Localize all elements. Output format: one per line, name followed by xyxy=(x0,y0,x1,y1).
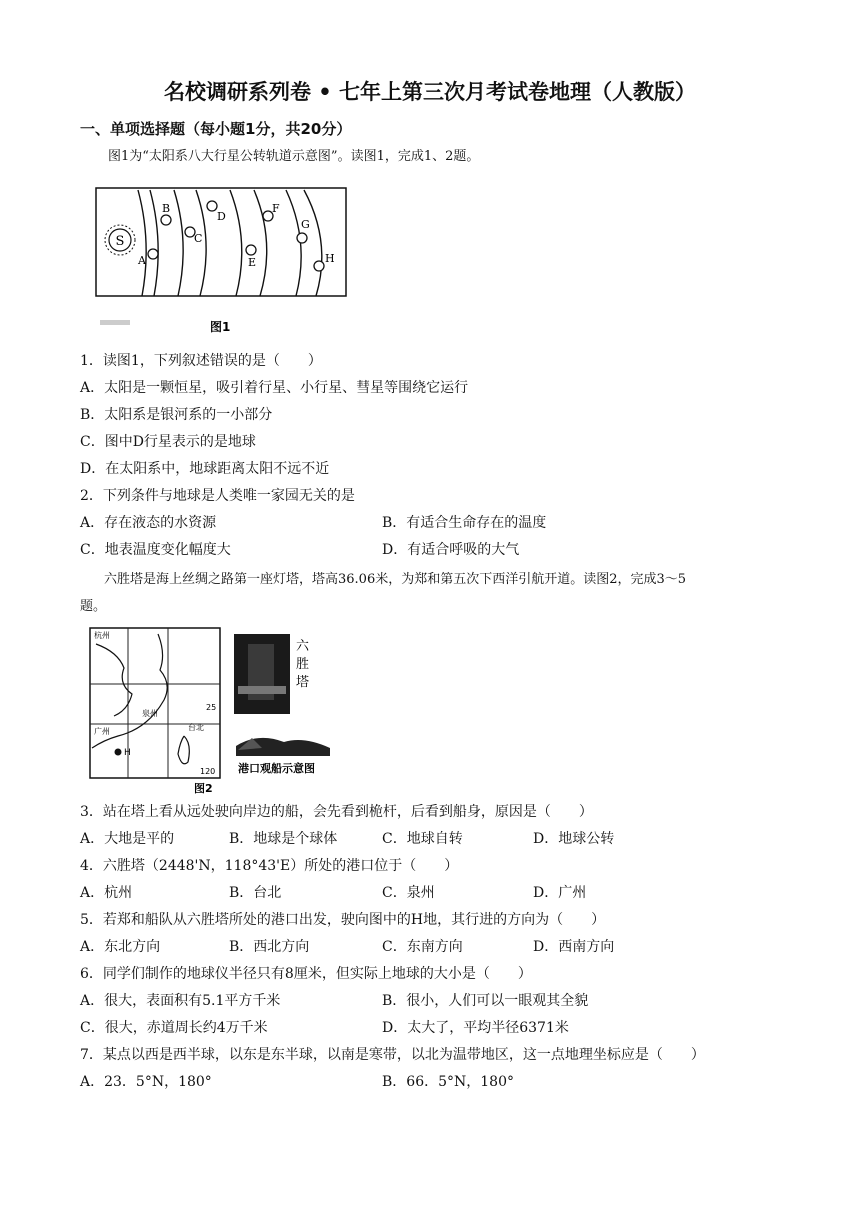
question-1-option-c: C．图中D行星表示的是地球 xyxy=(80,434,256,450)
figure2-map xyxy=(88,624,338,796)
question-1-option-b: B．太阳系是银河系的一小部分 xyxy=(80,407,273,423)
figure1-orbit-diagram xyxy=(90,180,360,340)
question-5-option-b: B．西北方向 xyxy=(229,939,310,955)
question-5-option-d: D．西南方向 xyxy=(533,939,615,955)
map-label-120: 120 xyxy=(200,767,216,776)
question-4-stem: 4．六胜塔（2448'N，118°43'E）所处的港口位于（ ） xyxy=(80,858,459,874)
question-3-option-a: A．大地是平的 xyxy=(80,831,175,847)
question-4-option-d: D．广州 xyxy=(533,885,587,901)
question-7-stem: 7．某点以西是西半球，以东是东半球，以南是寒带，以北为温带地区，这一点地理坐标应是（ ） xyxy=(80,1047,705,1063)
question-2-option-c: C．地表温度变化幅度大 xyxy=(80,542,231,558)
figure1-caption: 图1 xyxy=(210,320,231,334)
question-5-option-c: C．东南方向 xyxy=(382,939,463,955)
tower-label-char-1: 六 xyxy=(296,639,310,654)
question-2-option-b: B．有适合生命存在的温度 xyxy=(382,515,547,531)
planet-label-f: F xyxy=(272,202,280,215)
question-7-option-b: B．66．5°N，180° xyxy=(382,1074,514,1090)
planet-label-e: E xyxy=(248,256,257,269)
question-3-option-c: C．地球自转 xyxy=(382,831,463,847)
tower-label xyxy=(296,639,310,690)
point-h-marker xyxy=(115,749,122,756)
question-4-option-c: C．泉州 xyxy=(382,885,435,901)
planet-label-h: H xyxy=(325,252,335,265)
question-3-option-b: B．地球是个球体 xyxy=(229,831,338,847)
question-6-stem: 6．同学们制作的地球仪半径只有8厘米，但实际上地球的大小是（ ） xyxy=(80,966,532,982)
planet-label-a: A xyxy=(138,254,146,267)
map-label-taibei: 台北 xyxy=(188,723,204,732)
planet-label-c: C xyxy=(194,232,203,245)
map-label-25: 25 xyxy=(206,703,217,712)
harbor-sketch xyxy=(236,738,330,756)
question-1-option-a: A．太阳是一颗恒星，吸引着行星、小行星、彗星等围绕它运行 xyxy=(80,380,469,396)
map-label-hangzhou: 杭州 xyxy=(94,631,110,640)
question-4-option-b: B．台北 xyxy=(229,885,282,901)
question-2-option-d: D．有适合呼吸的大气 xyxy=(382,542,520,558)
map-label-h: H xyxy=(124,748,131,758)
question-6-option-a: A．很大，表面积有5.1平方千米 xyxy=(80,993,281,1009)
planet-markers xyxy=(148,201,324,271)
tower-photo xyxy=(234,634,290,714)
question-4-option-a: A．杭州 xyxy=(80,885,133,901)
intro-figure2-line2: 题。 xyxy=(80,599,107,614)
intro-figure1: 图1为“太阳系八大行星公转轨道示意图”。读图1，完成1、2题。 xyxy=(108,149,480,164)
question-6-option-c: C．很大，赤道周长约4万千米 xyxy=(80,1020,268,1036)
intro-figure2-line1: 六胜塔是海上丝绸之路第一座灯塔，塔高36.06米，为郑和第五次下西洋引航开道。读图2，完成3～5 xyxy=(104,572,687,587)
question-2-stem: 2．下列条件与地球是人类唯一家园无关的是 xyxy=(80,488,355,504)
question-5-stem: 5．若郑和船队从六胜塔所处的港口出发，驶向图中的H地，其行进的方向为（ ） xyxy=(80,912,606,928)
question-1-option-d: D．在太阳系中，地球距离太阳不远不近 xyxy=(80,461,330,477)
question-5-option-a: A．东北方向 xyxy=(80,939,161,955)
figure2-caption: 图2 xyxy=(194,782,213,795)
map-label-guangzhou: 广州 xyxy=(94,727,110,736)
question-3-stem: 3．站在塔上看从远处驶向岸边的船，会先看到桅杆，后看到船身，原因是（ ） xyxy=(80,804,593,820)
question-2-option-a: A．存在液态的水资源 xyxy=(80,515,217,531)
tower-label-char-2: 胜 xyxy=(296,657,310,672)
planet-label-b: B xyxy=(162,202,171,215)
map-label-quanzhou: 泉州 xyxy=(142,709,158,718)
question-3-option-d: D．地球公转 xyxy=(533,831,615,847)
planet-label-d: D xyxy=(217,210,226,223)
page-title: 名校调研系列卷 • 七年上第三次月考试卷地理（人教版） xyxy=(163,80,697,104)
question-6-option-d: D．太大了，平均半径6371米 xyxy=(382,1020,569,1036)
planet-label-g: G xyxy=(301,218,310,231)
harbor-caption: 港口观船示意图 xyxy=(238,762,315,775)
question-6-option-b: B．很小，人们可以一眼观其全貌 xyxy=(382,993,589,1009)
question-7-option-a: A．23．5°N，180° xyxy=(80,1074,212,1090)
tower-label-char-3: 塔 xyxy=(296,675,310,690)
sun-label: S xyxy=(115,234,125,249)
question-1-stem: 1．读图1，下列叙述错误的是（ ） xyxy=(80,353,322,369)
section-heading: 一、单项选择题（每小题1分，共20分） xyxy=(80,120,352,138)
scan-mark xyxy=(100,320,130,325)
figure1-frame xyxy=(96,188,346,296)
